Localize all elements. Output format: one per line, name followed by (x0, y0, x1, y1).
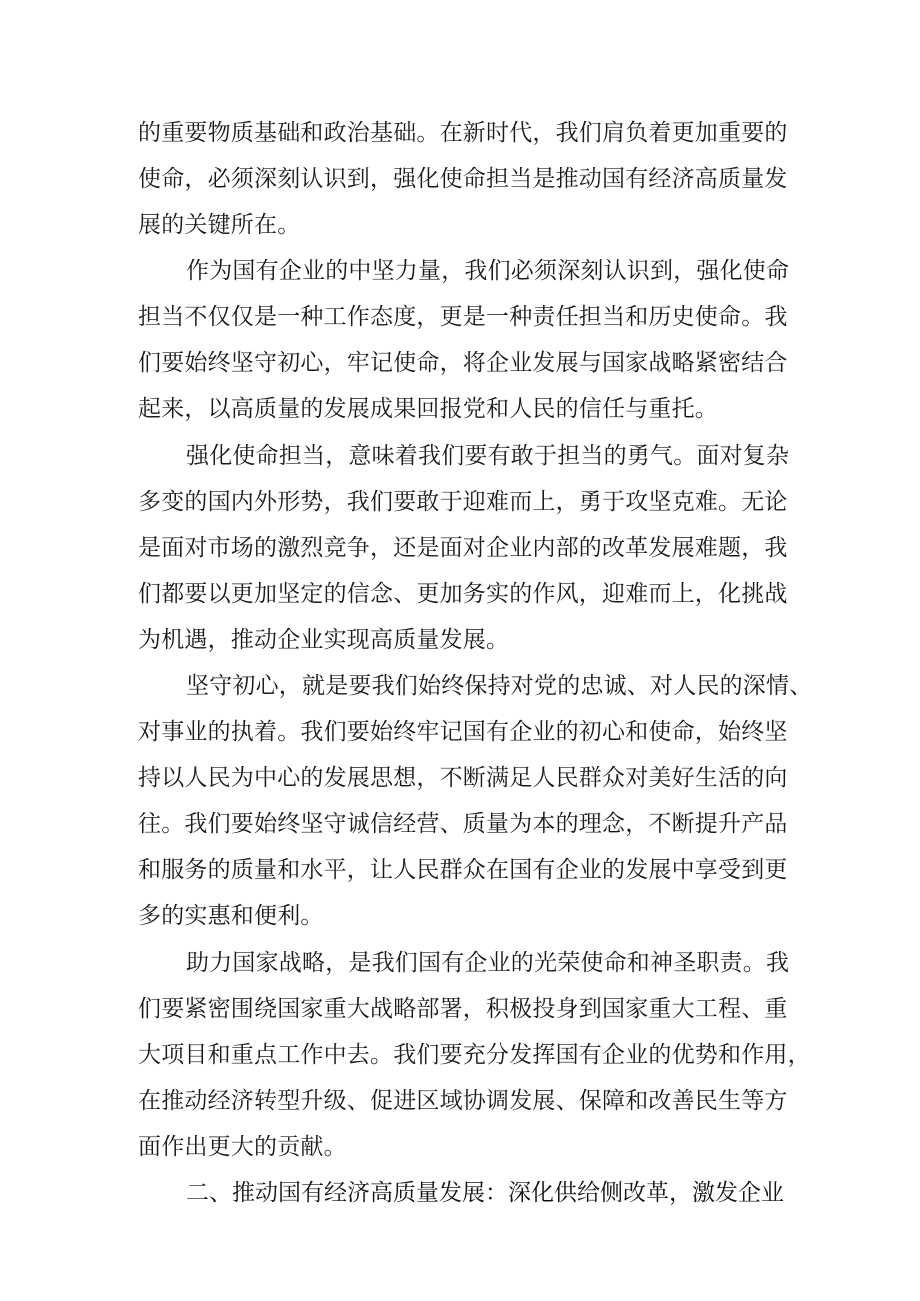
paragraph-1-line-1: 的重要物质基础和政治基础。在新时代，我们肩负着更加重要的 (138, 120, 788, 146)
paragraph-5-line-3: 大项目和重点工作中去。我们要充分发挥国有企业的优势和作用， (138, 1042, 811, 1068)
paragraph-2-line-3: 们要始终坚守初心，牢记使命，将企业发展与国家战略紧密结合 (138, 350, 788, 376)
paragraph-2-line-1: 作为国有企业的中坚力量，我们必须深刻认识到，强化使命 (186, 258, 790, 284)
paragraph-4-line-4: 往。我们要始终坚守诚信经营、质量为本的理念，不断提升产品 (138, 811, 788, 837)
paragraph-4-line-2: 对事业的执着。我们要始终牢记国有企业的初心和使命，始终坚 (138, 719, 788, 745)
paragraph-2-line-2: 担当不仅仅是一种工作态度，更是一种责任担当和历史使命。我 (138, 304, 788, 330)
paragraph-5-line-4: 在推动经济转型升级、促进区域协调发展、保障和改善民生等方 (138, 1088, 788, 1114)
paragraph-5-line-2: 们要紧密围绕国家重大战略部署，积极投身到国家重大工程、重 (138, 996, 788, 1022)
paragraph-4-line-5: 和服务的质量和水平，让人民群众在国有企业的发展中享受到更 (138, 857, 788, 883)
paragraph-4-line-3: 持以人民为中心的发展思想，不断满足人民群众对美好生活的向 (138, 765, 788, 791)
paragraph-3-line-5: 为机遇，推动企业实现高质量发展。 (138, 627, 510, 653)
paragraph-5-line-5: 面作出更大的贡献。 (138, 1134, 347, 1160)
paragraph-3-line-2: 多变的国内外形势，我们要敢于迎难而上，勇于攻坚克难。无论 (138, 489, 788, 515)
paragraph-4-line-1: 坚守初心，就是要我们始终保持对党的忠诚、对人民的深情、 (186, 673, 813, 699)
section-heading: 二、推动国有经济高质量发展：深化供给侧改革，激发企业 (186, 1180, 784, 1206)
paragraph-3-line-1: 强化使命担当，意味着我们要有敢于担当的勇气。面对复杂 (186, 443, 790, 469)
paragraph-4-line-6: 多的实惠和便利。 (138, 903, 324, 929)
paragraph-3-line-4: 们都要以更加坚定的信念、更加务实的作风，迎难而上，化挑战 (138, 581, 788, 607)
paragraph-2-line-4: 起来，以高质量的发展成果回报党和人民的信任与重托。 (138, 396, 718, 422)
paragraph-5-line-1: 助力国家战略，是我们国有企业的光荣使命和神圣职责。我 (186, 950, 790, 976)
paragraph-1-line-3: 展的关键所在。 (138, 212, 301, 238)
paragraph-3-line-3: 是面对市场的激烈竞争，还是面对企业内部的改革发展难题，我 (138, 535, 788, 561)
paragraph-1-line-2: 使命，必须深刻认识到，强化使命担当是推动国有经济高质量发 (138, 166, 788, 192)
